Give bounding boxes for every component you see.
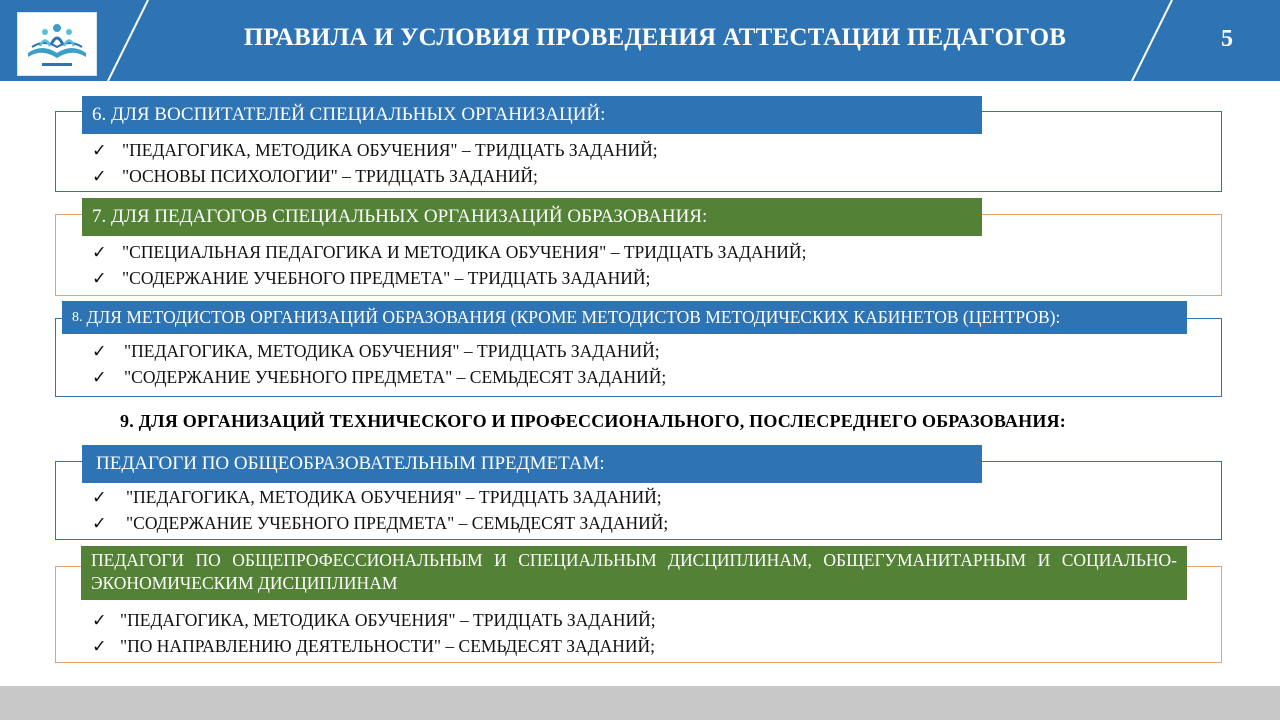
list-item [92, 242, 806, 263]
check-icon: ✓ [92, 487, 107, 507]
list-item [92, 140, 658, 161]
section-8-title [62, 301, 1187, 334]
check-icon: ✓ [92, 367, 107, 387]
footer-band [0, 686, 1280, 720]
list-item [92, 268, 650, 289]
list-item-text: "СОДЕРЖАНИЕ УЧЕБНОГО ПРЕДМЕТА" – ТРИДЦАТЬ ЗАДАНИЙ; [122, 268, 651, 288]
list-item [92, 487, 662, 508]
list-item-text: "ПЕДАГОГИКА, МЕТОДИКА ОБУЧЕНИЯ" – ТРИДЦАТЬ ЗАДАНИЙ; [122, 140, 658, 160]
header-slash-left [108, 0, 148, 81]
list-item [92, 513, 668, 534]
list-item-text: "СПЕЦИАЛЬНАЯ ПЕДАГОГИКА И МЕТОДИКА ОБУЧЕНИЯ" – ТРИДЦАТЬ ЗАДАНИЙ; [122, 242, 807, 262]
professional-disciplines-title-text: ПЕДАГОГИ ПО ОБЩЕПРОФЕССИОНАЛЬНЫМ И СПЕЦИАЛЬНЫМ ДИСЦИПЛИНАМ, ОБЩЕГУМАНИТАРНЫМ И СОЦИАЛЬНО-ЭКОНОМИЧЕСКИМ ДИСЦИПЛИНАМ [91, 550, 1177, 593]
list-item [92, 166, 538, 187]
list-item [92, 367, 666, 388]
check-icon: ✓ [92, 268, 107, 288]
check-icon: ✓ [92, 610, 107, 630]
section-9-heading: 9. ДЛЯ ОРГАНИЗАЦИЙ ТЕХНИЧЕСКОГО И ПРОФЕССИОНАЛЬНОГО, ПОСЛЕСРЕДНЕГО ОБРАЗОВАНИЯ: [120, 411, 1066, 431]
page-number: 5 [1221, 26, 1233, 52]
section-6-title-text: 6. ДЛЯ ВОСПИТАТЕЛЕЙ СПЕЦИАЛЬНЫХ ОРГАНИЗАЦИЙ: [92, 104, 606, 125]
list-item-text: "ОСНОВЫ ПСИХОЛОГИИ" – ТРИДЦАТЬ ЗАДАНИЙ; [122, 166, 538, 186]
general-subjects-title [82, 445, 982, 483]
list-item-text: "ПЕДАГОГИКА, МЕТОДИКА ОБУЧЕНИЯ" – ТРИДЦАТЬ ЗАДАНИЙ; [126, 487, 662, 507]
section-7-title-text: 7. ДЛЯ ПЕДАГОГОВ СПЕЦИАЛЬНЫХ ОРГАНИЗАЦИЙ ОБРАЗОВАНИЯ: [92, 206, 708, 227]
check-icon: ✓ [92, 140, 107, 160]
general-subjects-title-text: ПЕДАГОГИ ПО ОБЩЕОБРАЗОВАТЕЛЬНЫМ ПРЕДМЕТАМ: [96, 453, 605, 474]
list-item [92, 610, 656, 631]
section-8-number: 8. [72, 309, 83, 325]
check-icon: ✓ [92, 513, 107, 533]
book-people-logo-icon [17, 12, 97, 76]
page-title: ПРАВИЛА И УСЛОВИЯ ПРОВЕДЕНИЯ АТТЕСТАЦИИ ПЕДАГОГОВ [243, 24, 1067, 51]
professional-disciplines-title [81, 546, 1187, 600]
check-icon: ✓ [92, 242, 107, 262]
section-8-title-text: ДЛЯ МЕТОДИСТОВ ОРГАНИЗАЦИЙ ОБРАЗОВАНИЯ (КРОМЕ МЕТОДИСТОВ МЕТОДИЧЕСКИХ КАБИНЕТОВ (ЦЕНТРОВ): [86, 307, 1061, 327]
list-item-text: "СОДЕРЖАНИЕ УЧЕБНОГО ПРЕДМЕТА" – СЕМЬДЕСЯТ ЗАДАНИЙ; [126, 513, 669, 533]
check-icon: ✓ [92, 341, 107, 361]
check-icon: ✓ [92, 636, 107, 656]
list-item-text: "СОДЕРЖАНИЕ УЧЕБНОГО ПРЕДМЕТА" – СЕМЬДЕСЯТ ЗАДАНИЙ; [124, 367, 667, 387]
slide-header [0, 0, 1280, 81]
section-7-title [82, 198, 982, 236]
list-item-text: "ПЕДАГОГИКА, МЕТОДИКА ОБУЧЕНИЯ" – ТРИДЦАТЬ ЗАДАНИЙ; [120, 610, 656, 630]
section-6-title [82, 96, 982, 134]
check-icon: ✓ [92, 166, 107, 186]
list-item [92, 636, 655, 657]
list-item [92, 341, 660, 362]
list-item-text: "ПЕДАГОГИКА, МЕТОДИКА ОБУЧЕНИЯ" – ТРИДЦАТЬ ЗАДАНИЙ; [124, 341, 660, 361]
list-item-text: "ПО НАПРАВЛЕНИЮ ДЕЯТЕЛЬНОСТИ" – СЕМЬДЕСЯТ ЗАДАНИЙ; [120, 636, 656, 656]
